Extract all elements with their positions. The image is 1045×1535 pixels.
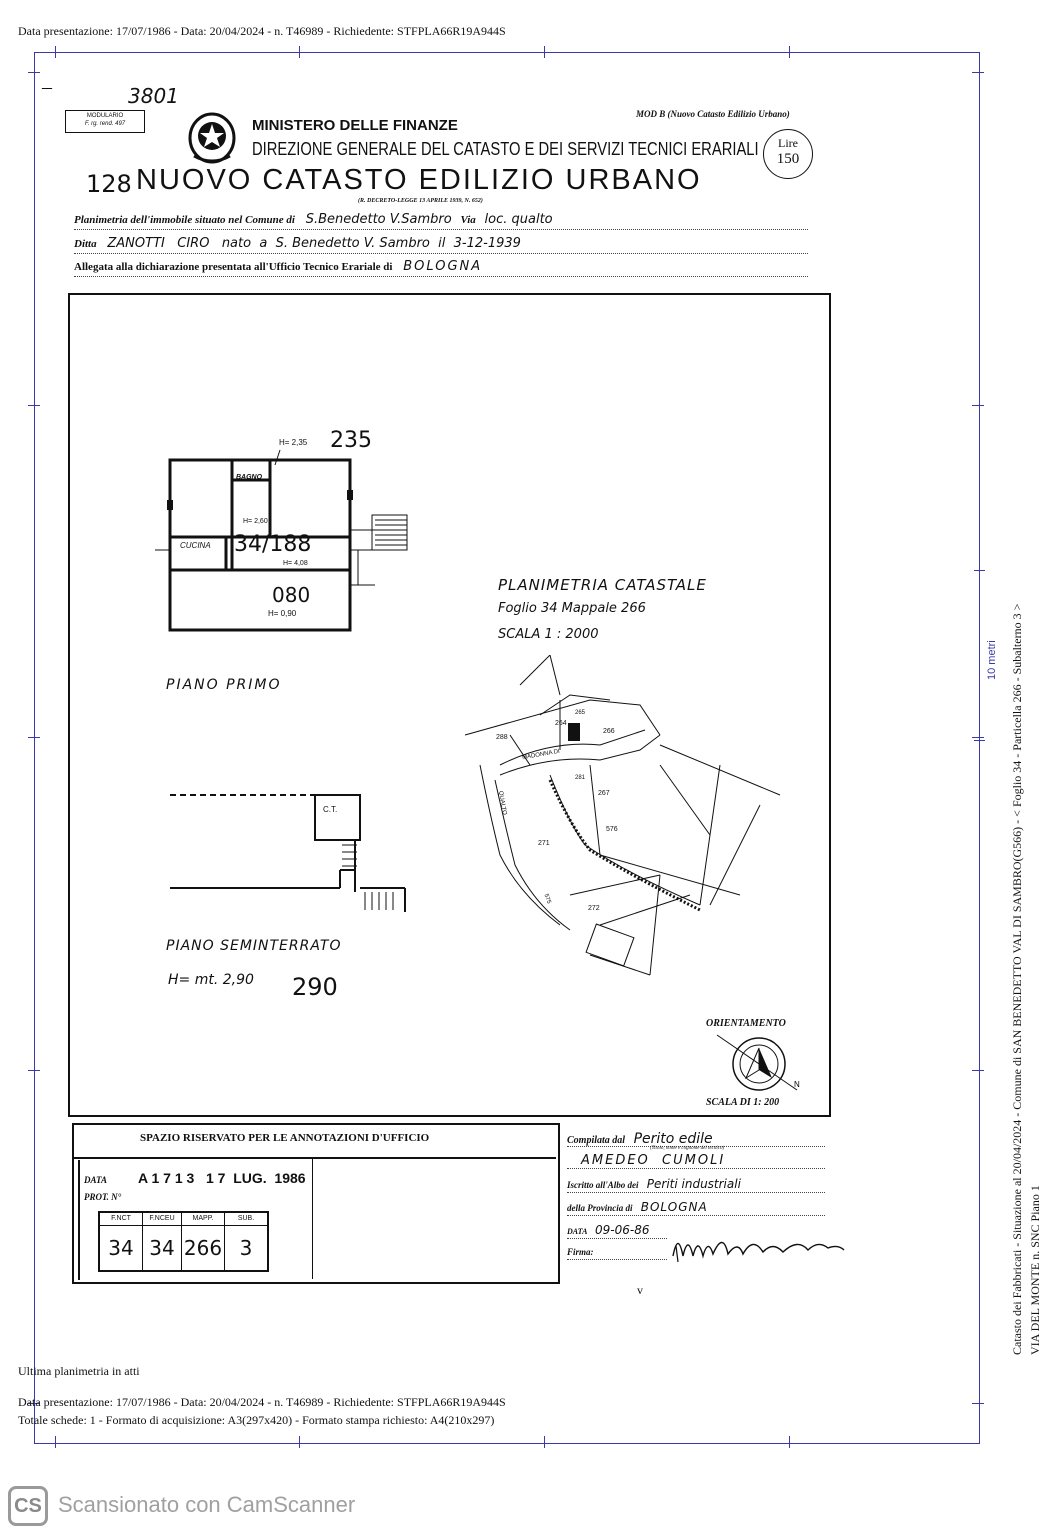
side-text <box>1010 604 1043 1355</box>
map-label: 272 <box>588 905 600 912</box>
map-label: 576 <box>606 826 618 833</box>
iscritto-value: Periti industriali <box>646 1177 741 1191</box>
ref-value: 34 <box>99 1225 143 1271</box>
scale-bar-end <box>974 740 985 741</box>
hand-prefix: 128 <box>86 170 132 198</box>
frame-tick <box>299 1436 300 1448</box>
compilata-value: Perito edile <box>633 1131 713 1147</box>
footer-line2: Totale schede: 1 - Formato di acquisizione: A3(297x420) - Formato stampa richiesto: A4(210x297) <box>18 1413 495 1427</box>
piano-seminterrato-drawing <box>160 780 410 920</box>
map-label: 267 <box>598 790 610 797</box>
frame-tick <box>972 405 984 406</box>
foglio-label: Foglio 34 Mappale 266 <box>498 601 646 616</box>
map-label: 265 <box>575 710 586 716</box>
signature <box>668 1226 848 1266</box>
frame-tick <box>789 1436 790 1448</box>
direzione: DIREZIONE GENERALE DEL CATASTO E DEI SERVIZI TECNICI ERARIALI <box>252 139 759 159</box>
frame-tick <box>972 737 984 738</box>
scale-mark-label: 10 metri <box>986 640 998 680</box>
footer-line1: Data presentazione: 17/07/1986 - Data: 20/04/2024 - n. T46989 - Richiedente: STFPLA66R19A944S <box>18 1395 506 1409</box>
planimetria-title: PLANIMETRIA CATASTALE <box>498 576 707 594</box>
frame-tick <box>28 405 40 406</box>
small-mark: v <box>637 1283 643 1297</box>
camscanner-text: Scansionato con CamScanner <box>58 1492 356 1517</box>
h-090-label: H= 0,90 <box>268 609 297 618</box>
via-value: loc. qualto <box>484 212 553 227</box>
dash-mark: – <box>42 76 52 98</box>
office-prot-label: PROT. N° <box>84 1192 122 1202</box>
comune-value: S.Benedetto V.Sambro <box>305 212 452 227</box>
hand-number: 3801 <box>128 84 179 108</box>
ditta-label: Ditta <box>74 238 97 250</box>
provincia-label: della Provincia di <box>567 1203 633 1213</box>
piano-primo-label: PIANO PRIMO <box>166 677 282 693</box>
immobile-line <box>74 212 808 230</box>
frame-tick <box>299 46 300 58</box>
office-data-value: A 1 7 1 3 1 7 LUG. 1986 <box>138 1170 306 1186</box>
side-text-line1: Catasto dei Fabbricati - Situazione al 20/04/2024 - Comune di SAN BENEDETTO VAL DI SAMBRO(G566) - < Foglio 34 - Particella 266 - Subalterno 3 > <box>1010 603 1024 1355</box>
decreto: (R. DECRETO-LEGGE 13 APRILE 1939, N. 652) <box>358 198 483 204</box>
firma-label: Firma: <box>567 1247 594 1257</box>
frame-tick <box>28 72 40 73</box>
ref-value: 3 <box>225 1225 269 1271</box>
immobile-label: Planimetria dell'immobile situato nel Comune di <box>74 214 295 226</box>
map-label: 288 <box>496 734 508 741</box>
compilata-line <box>567 1131 825 1147</box>
map-label: 266 <box>603 728 615 735</box>
provincia-line <box>567 1200 825 1216</box>
compilata-name: AMEDEO CUMOLI <box>567 1153 825 1169</box>
camscanner-logo: CS <box>8 1486 48 1526</box>
ditta-line <box>74 236 808 254</box>
frame-tick <box>55 1436 56 1448</box>
lire-value: 150 <box>776 151 800 167</box>
republic-emblem-icon <box>186 108 238 166</box>
ditta-value: ZANOTTI CIRO nato a S. Benedetto V. Sambro il 3-12-1939 <box>107 236 521 251</box>
ref-header: SUB. <box>225 1212 269 1225</box>
office-title: SPAZIO RISERVATO PER LE ANNOTAZIONI D'UFFICIO <box>140 1132 430 1144</box>
ministero: MINISTERO DELLE FINANZE <box>252 117 458 134</box>
side-text-line2: VIA DEL MONTE n. SNC Piano 1 <box>1028 1185 1042 1355</box>
modulario-box <box>65 110 145 133</box>
firma-line <box>567 1247 667 1260</box>
map-label: 264 <box>555 720 567 727</box>
allegata-label: Allegata alla dichiarazione presentata all'Ufficio Tecnico Erariale di <box>74 261 393 273</box>
frame-tick <box>972 1070 984 1071</box>
h-408-label: H= 4,08 <box>283 560 308 567</box>
iscritto-line <box>567 1177 825 1193</box>
office-data-label: DATA <box>84 1175 108 1185</box>
ref-header: MAPP. <box>182 1212 225 1225</box>
frame-tick <box>972 1403 984 1404</box>
scala-plan-label: SCALA DI 1: 200 <box>706 1097 780 1108</box>
map-label: MADONNA DI <box>521 748 561 762</box>
compilata-data-line <box>567 1223 667 1239</box>
frame-tick <box>972 72 984 73</box>
via-label: Via <box>460 214 476 226</box>
map-label: 281 <box>575 775 586 781</box>
top-header: Data presentazione: 17/07/1986 - Data: 20/04/2024 - n. T46989 - Richiedente: STFPLA66R19A944S <box>18 24 506 38</box>
lire-stamp <box>763 129 813 179</box>
frame-tick <box>789 46 790 58</box>
frame-tick <box>28 737 40 738</box>
main-title: NUOVO CATASTO EDILIZIO URBANO <box>136 164 702 196</box>
iscritto-label: Iscritto all'Albo dei <box>567 1180 639 1190</box>
bagno-label: BAGNO <box>236 474 263 481</box>
office-divider <box>72 1157 556 1159</box>
frame-tick <box>28 1070 40 1071</box>
h-small-label: H= 2,60 <box>243 518 268 525</box>
compass-icon <box>712 1030 807 1095</box>
svg-text:N: N <box>794 1080 800 1089</box>
ref-table <box>98 1211 269 1272</box>
ct-label: C.T. <box>323 805 338 814</box>
map-label: 271 <box>538 840 550 847</box>
office-inner-line <box>78 1160 80 1280</box>
compilata-data-value: 09-06-86 <box>595 1223 650 1237</box>
map-label: 575 <box>542 893 552 905</box>
modulario-line1: MODULARIO <box>86 113 124 119</box>
orientamento-label: ORIENTAMENTO <box>706 1018 786 1029</box>
cadastral-map <box>460 655 790 985</box>
h-top-label: H= 2,35 <box>279 438 308 447</box>
allegata-value: BOLOGNA <box>403 259 483 274</box>
ref-hand: 34/188 <box>234 532 312 557</box>
ref-header: F.NCT <box>99 1212 143 1225</box>
ref-value: 266 <box>182 1225 225 1271</box>
ref-header: F.NCEU <box>143 1212 182 1225</box>
provincia-value: BOLOGNA <box>640 1200 708 1214</box>
lire-label: Lire <box>778 136 798 150</box>
hand-080: 080 <box>272 583 311 607</box>
compilata-note: (Titolo, nome e cognome del tecnico) <box>650 1146 725 1151</box>
h-top-hand: 235 <box>330 428 372 453</box>
scale-bar-end <box>974 570 985 571</box>
h-semint-hand: 290 <box>292 973 338 1001</box>
mod-b: MOD B (Nuovo Catasto Edilizio Urbano) <box>636 109 790 119</box>
ref-value: 34 <box>143 1225 182 1271</box>
frame-tick <box>544 1436 545 1448</box>
compilata-data-label: DATA <box>567 1227 588 1236</box>
h-semint-label: H= mt. 2,90 <box>168 972 254 988</box>
map-label: QUALTO <box>497 790 508 816</box>
footer-ultima: Ultima planimetria in atti <box>18 1364 140 1378</box>
scale-bar <box>979 570 980 740</box>
scala-label: SCALA 1 : 2000 <box>498 627 599 642</box>
allegata-line <box>74 259 808 277</box>
office-divider-v <box>312 1159 313 1279</box>
cucina-label: CUCINA <box>180 541 211 550</box>
piano-seminterrato-label: PIANO SEMINTERRATO <box>166 938 342 954</box>
frame-tick <box>55 46 56 58</box>
frame-tick <box>544 46 545 58</box>
compilata-label: Compilata dal <box>567 1135 626 1146</box>
modulario-line2: F. rg. rend. 497 <box>84 121 126 127</box>
